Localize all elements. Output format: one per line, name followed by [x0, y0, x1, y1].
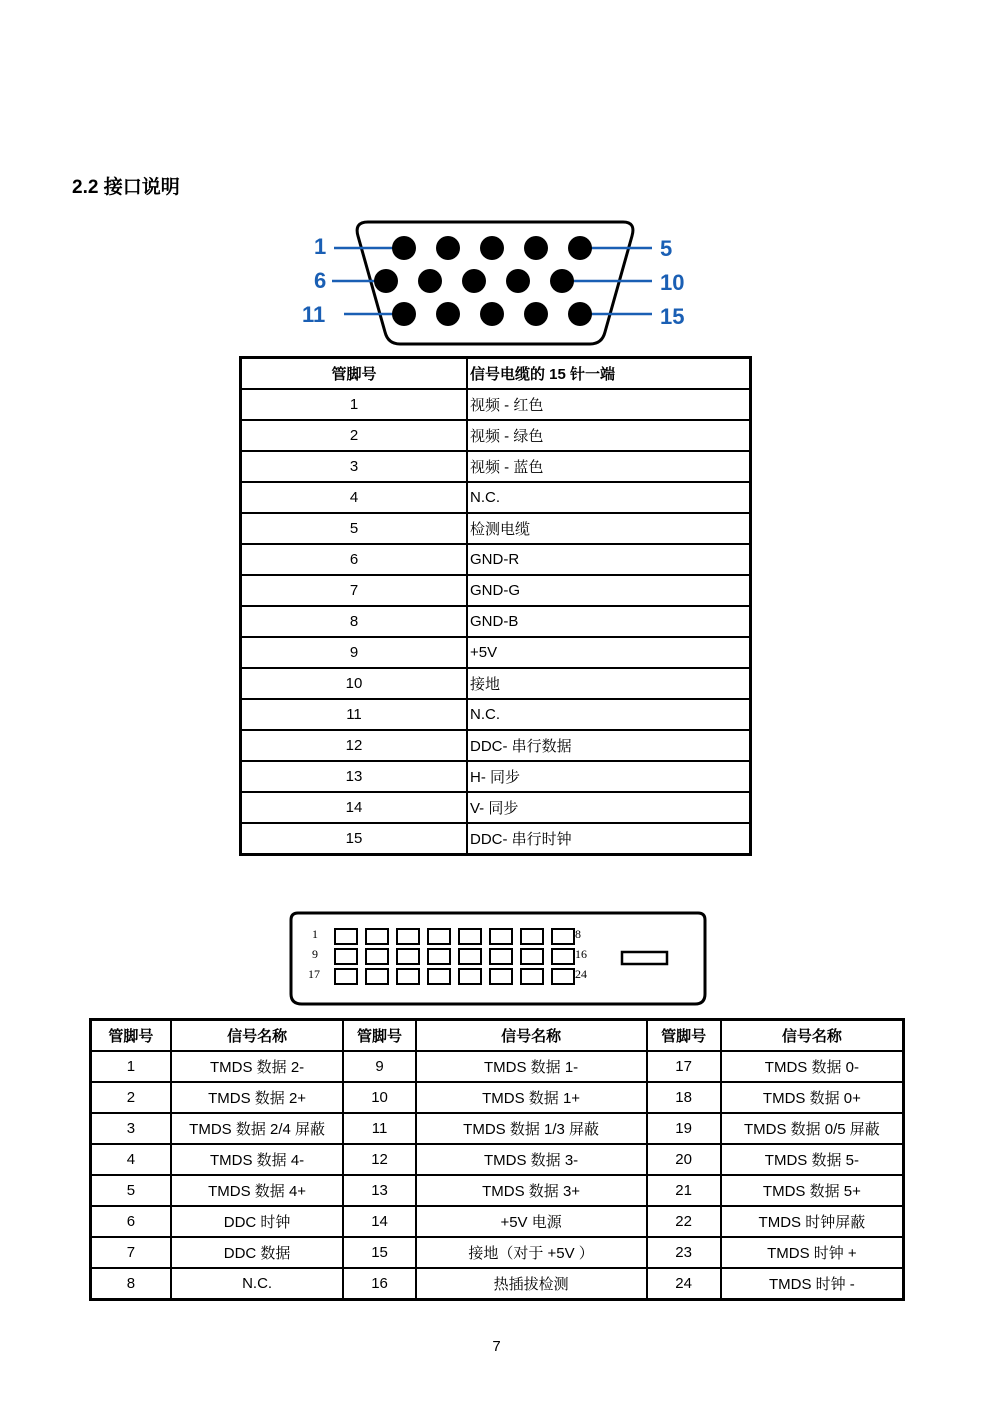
signal-name: GND-G — [467, 575, 751, 606]
header-pin: 管脚号 — [647, 1020, 721, 1052]
signal-name: V- 同步 — [467, 792, 751, 823]
table-row — [241, 482, 751, 513]
pin-number: 3 — [241, 451, 468, 482]
pin-number: 6 — [91, 1206, 171, 1237]
pin-number: 5 — [241, 513, 468, 544]
vga-label-6: 6 — [314, 268, 327, 293]
signal-name: TMDS 数据 0- — [721, 1051, 904, 1082]
pin-number: 6 — [241, 544, 468, 575]
dvi-connector-diagram — [288, 910, 708, 1008]
table-row — [241, 637, 751, 668]
table-row — [241, 513, 751, 544]
signal-name: TMDS 数据 1- — [416, 1051, 647, 1082]
dvi-label-9: 9 — [312, 947, 318, 961]
pin-number: 3 — [91, 1113, 171, 1144]
vga-label-10: 10 — [660, 270, 685, 295]
vga-connector-diagram — [298, 214, 698, 350]
signal-name: TMDS 数据 1/3 屏蔽 — [416, 1113, 647, 1144]
signal-name: GND-R — [467, 544, 751, 575]
dvi-pin — [490, 969, 512, 984]
table-row — [241, 606, 751, 637]
pin-number: 7 — [91, 1237, 171, 1268]
table-row — [241, 668, 751, 699]
table-row — [91, 1113, 904, 1144]
header-pin: 管脚号 — [343, 1020, 415, 1052]
dvi-pin — [552, 949, 574, 964]
section-heading: 2.2 接口说明 — [72, 177, 180, 198]
signal-name: TMDS 数据 2+ — [171, 1082, 344, 1113]
pin-number: 16 — [343, 1268, 415, 1300]
table-row — [91, 1237, 904, 1268]
dvi-label-16: 16 — [575, 947, 587, 961]
signal-name: GND-B — [467, 606, 751, 637]
signal-name: 视频 - 蓝色 — [467, 451, 751, 482]
table-row — [91, 1268, 904, 1300]
signal-name: TMDS 数据 4- — [171, 1144, 344, 1175]
pin-number: 19 — [647, 1113, 721, 1144]
dvi-pin — [366, 929, 388, 944]
pin-number: 4 — [91, 1144, 171, 1175]
pin-number: 9 — [343, 1051, 415, 1082]
signal-name: 视频 - 红色 — [467, 389, 751, 420]
dvi-pin — [552, 929, 574, 944]
header-pin: 管脚号 — [241, 358, 468, 390]
header-pin: 管脚号 — [91, 1020, 171, 1052]
pin-number: 1 — [91, 1051, 171, 1082]
vga-label-5: 5 — [660, 236, 673, 261]
header-signal: 信号名称 — [416, 1020, 647, 1052]
pin-number: 4 — [241, 482, 468, 513]
table-header-row — [91, 1020, 904, 1052]
dvi-label-17: 17 — [308, 967, 320, 981]
signal-name: 接地（对于 +5V ） — [416, 1237, 647, 1268]
table-header-row — [241, 358, 751, 390]
pin-number: 22 — [647, 1206, 721, 1237]
signal-name: 接地 — [467, 668, 751, 699]
dvi-pin — [335, 929, 357, 944]
header-signal: 信号名称 — [171, 1020, 344, 1052]
dvi-pin — [428, 969, 450, 984]
vga-label-1: 1 — [314, 234, 327, 259]
signal-name: TMDS 数据 3- — [416, 1144, 647, 1175]
signal-name: N.C. — [467, 699, 751, 730]
signal-name: DDC 数据 — [171, 1237, 344, 1268]
dvi-label-24: 24 — [575, 967, 587, 981]
table-row — [241, 823, 751, 855]
pin-number: 11 — [241, 699, 468, 730]
signal-name: TMDS 数据 2- — [171, 1051, 344, 1082]
dvi-pin — [397, 929, 419, 944]
pin-number: 14 — [343, 1206, 415, 1237]
signal-name: TMDS 数据 5+ — [721, 1175, 904, 1206]
table-row — [241, 699, 751, 730]
table-row — [241, 730, 751, 761]
table-row — [241, 575, 751, 606]
signal-name: +5V — [467, 637, 751, 668]
signal-name: N.C. — [467, 482, 751, 513]
pin-number: 8 — [241, 606, 468, 637]
table-row — [241, 761, 751, 792]
pin-number: 15 — [343, 1237, 415, 1268]
dvi-pin — [490, 949, 512, 964]
signal-name: TMDS 数据 1+ — [416, 1082, 647, 1113]
signal-name: H- 同步 — [467, 761, 751, 792]
dvi-pin — [397, 969, 419, 984]
table-row — [91, 1051, 904, 1082]
page-number: 7 — [492, 1338, 501, 1355]
table-row — [91, 1206, 904, 1237]
table-row — [241, 451, 751, 482]
dvi-pin — [366, 969, 388, 984]
vga-label-11: 11 — [302, 302, 326, 327]
dvi-pin — [521, 929, 543, 944]
table-row — [91, 1175, 904, 1206]
dvi-pin — [366, 949, 388, 964]
signal-name: 检测电缆 — [467, 513, 751, 544]
signal-name: TMDS 数据 0/5 屏蔽 — [721, 1113, 904, 1144]
signal-name: N.C. — [171, 1268, 344, 1300]
signal-name: +5V 电源 — [416, 1206, 647, 1237]
pin-number: 23 — [647, 1237, 721, 1268]
signal-name: TMDS 数据 4+ — [171, 1175, 344, 1206]
table-row — [241, 792, 751, 823]
pin-number: 24 — [647, 1268, 721, 1300]
signal-name: 热插拔检测 — [416, 1268, 647, 1300]
pin-number: 20 — [647, 1144, 721, 1175]
dvi-pin — [490, 929, 512, 944]
pin-number: 17 — [647, 1051, 721, 1082]
dvi-pin — [459, 969, 481, 984]
dvi-pin — [335, 949, 357, 964]
dvi-pin — [428, 949, 450, 964]
table-row — [241, 420, 751, 451]
pin-number: 14 — [241, 792, 468, 823]
table-row — [241, 544, 751, 575]
dvi-pin — [521, 949, 543, 964]
signal-name: TMDS 时钟 - — [721, 1268, 904, 1300]
signal-name: 视频 - 绿色 — [467, 420, 751, 451]
dvi-pin — [552, 969, 574, 984]
signal-name: DDC- 串行时钟 — [467, 823, 751, 855]
table-row — [91, 1082, 904, 1113]
signal-name: TMDS 时钟 + — [721, 1237, 904, 1268]
signal-name: TMDS 数据 5- — [721, 1144, 904, 1175]
dvi-label-8: 8 — [575, 927, 581, 941]
vga-label-15: 15 — [660, 304, 685, 329]
dvi-pin — [428, 929, 450, 944]
table-row — [91, 1144, 904, 1175]
pin-number: 10 — [343, 1082, 415, 1113]
pin-number: 12 — [241, 730, 468, 761]
signal-name: TMDS 时钟屏蔽 — [721, 1206, 904, 1237]
dvi-pin — [459, 949, 481, 964]
dvi-pin-table — [89, 1018, 905, 1301]
dvi-label-1: 1 — [312, 927, 318, 941]
pin-number: 2 — [241, 420, 468, 451]
pin-number: 1 — [241, 389, 468, 420]
pin-number: 10 — [241, 668, 468, 699]
pin-number: 11 — [343, 1113, 415, 1144]
dvi-pin — [335, 969, 357, 984]
vga-pin-table — [239, 356, 752, 856]
header-signal: 信号名称 — [721, 1020, 904, 1052]
pin-number: 8 — [91, 1268, 171, 1300]
pin-number: 15 — [241, 823, 468, 855]
signal-name: TMDS 数据 2/4 屏蔽 — [171, 1113, 344, 1144]
signal-name: TMDS 数据 0+ — [721, 1082, 904, 1113]
pin-number: 18 — [647, 1082, 721, 1113]
dvi-pin — [397, 949, 419, 964]
signal-name: DDC 时钟 — [171, 1206, 344, 1237]
pin-number: 5 — [91, 1175, 171, 1206]
dvi-pin — [521, 969, 543, 984]
header-signal: 信号电缆的 15 针一端 — [467, 358, 751, 390]
pin-number: 9 — [241, 637, 468, 668]
pin-number: 12 — [343, 1144, 415, 1175]
pin-number: 13 — [343, 1175, 415, 1206]
pin-number: 7 — [241, 575, 468, 606]
dvi-pin — [459, 929, 481, 944]
pin-number: 21 — [647, 1175, 721, 1206]
signal-name: DDC- 串行数据 — [467, 730, 751, 761]
signal-name: TMDS 数据 3+ — [416, 1175, 647, 1206]
table-row — [241, 389, 751, 420]
pin-number: 2 — [91, 1082, 171, 1113]
pin-number: 13 — [241, 761, 468, 792]
